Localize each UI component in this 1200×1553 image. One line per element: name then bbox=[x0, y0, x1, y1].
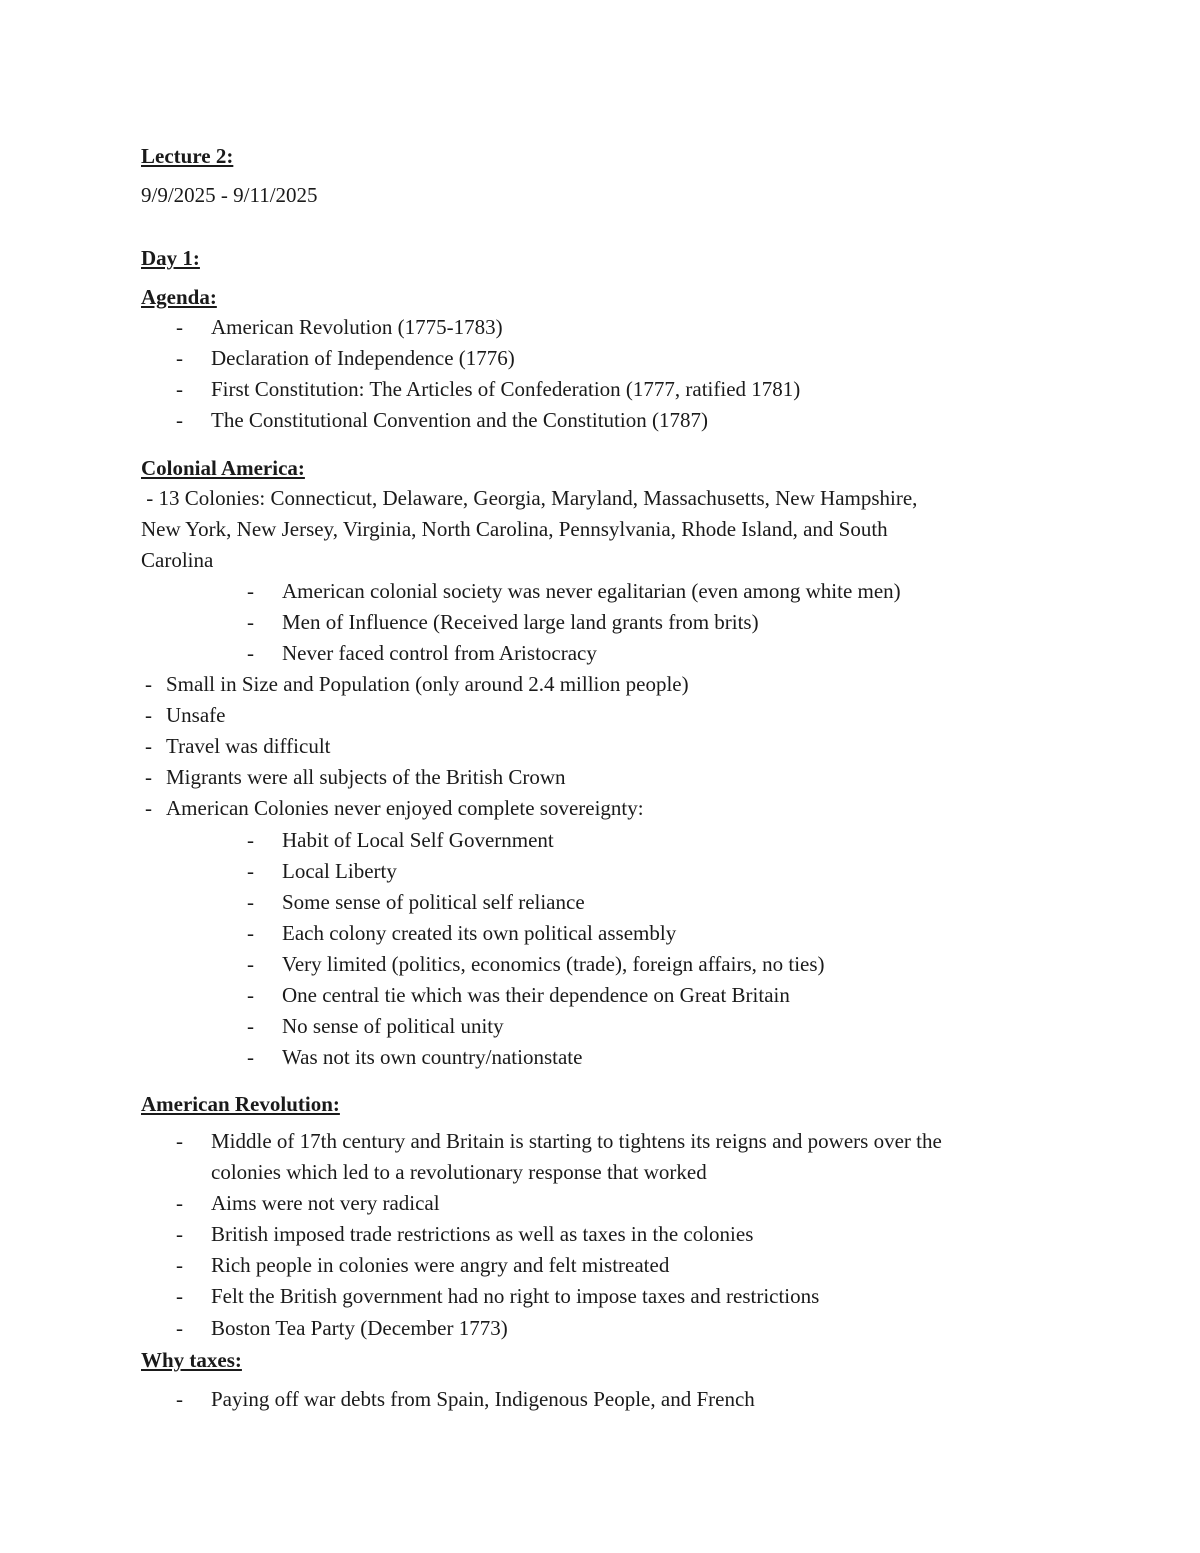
bullet-dash: - bbox=[145, 765, 152, 789]
list-item: Migrants were all subjects of the British Crown bbox=[166, 765, 566, 789]
bullet-dash: - bbox=[176, 1191, 183, 1215]
list-item: Never faced control from Aristocracy bbox=[282, 641, 597, 665]
list-item: Felt the British government had no right to impose taxes and restrictions bbox=[211, 1284, 820, 1308]
why-taxes-heading: Why taxes: bbox=[141, 1348, 242, 1372]
list-item: The Constitutional Convention and the Constitution (1787) bbox=[211, 408, 708, 432]
bullet-dash: - bbox=[247, 921, 254, 945]
list-item: Men of Influence (Received large land grants from brits) bbox=[282, 610, 759, 634]
bullet-dash: - bbox=[145, 796, 152, 820]
bullet-dash: - bbox=[247, 610, 254, 634]
list-item-line: colonies which led to a revolutionary response that worked bbox=[211, 1160, 707, 1184]
list-item: British imposed trade restrictions as well as taxes in the colonies bbox=[211, 1222, 754, 1246]
bullet-dash: - bbox=[247, 1045, 254, 1069]
list-item: Some sense of political self reliance bbox=[282, 890, 585, 914]
bullet-dash: - bbox=[176, 315, 183, 339]
bullet-dash: - bbox=[247, 641, 254, 665]
list-item: Paying off war debts from Spain, Indigenous People, and French bbox=[211, 1387, 755, 1411]
list-item: Local Liberty bbox=[282, 859, 397, 883]
list-item: Aims were not very radical bbox=[211, 1191, 440, 1215]
agenda-heading: Agenda: bbox=[141, 285, 217, 309]
bullet-dash: - bbox=[176, 1129, 183, 1153]
bullet-dash: - bbox=[176, 1316, 183, 1340]
bullet-dash: - bbox=[176, 377, 183, 401]
bullet-dash: - bbox=[145, 703, 152, 727]
list-item: American Revolution (1775-1783) bbox=[211, 315, 503, 339]
list-item: One central tie which was their dependence on Great Britain bbox=[282, 983, 790, 1007]
day-heading: Day 1: bbox=[141, 246, 200, 270]
list-item: American colonial society was never egalitarian (even among white men) bbox=[282, 579, 901, 603]
list-item: Very limited (politics, economics (trade), foreign affairs, no ties) bbox=[282, 952, 825, 976]
bullet-dash: - bbox=[247, 983, 254, 1007]
bullet-dash: - bbox=[247, 579, 254, 603]
bullet-dash: - bbox=[176, 408, 183, 432]
bullet-dash: - bbox=[176, 1253, 183, 1277]
list-item: Habit of Local Self Government bbox=[282, 828, 554, 852]
bullet-dash: - bbox=[145, 672, 152, 696]
list-item: First Constitution: The Articles of Confederation (1777, ratified 1781) bbox=[211, 377, 801, 401]
list-item: Was not its own country/nationstate bbox=[282, 1045, 583, 1069]
bullet-dash: - bbox=[176, 1284, 183, 1308]
colonial-america-heading: Colonial America: bbox=[141, 456, 305, 480]
bullet-dash: - bbox=[176, 1222, 183, 1246]
bullet-dash: - bbox=[176, 1387, 183, 1411]
list-item: Travel was difficult bbox=[166, 734, 331, 758]
list-item: Small in Size and Population (only around 2.4 million people) bbox=[166, 672, 689, 696]
list-item: No sense of political unity bbox=[282, 1014, 504, 1038]
list-item-line: Middle of 17th century and Britain is starting to tightens its reigns and powers over the bbox=[211, 1129, 942, 1153]
list-item: Each colony created its own political assembly bbox=[282, 921, 677, 945]
bullet-dash: - bbox=[145, 734, 152, 758]
list-item: Declaration of Independence (1776) bbox=[211, 346, 515, 370]
list-item: Rich people in colonies were angry and felt mistreated bbox=[211, 1253, 670, 1277]
date-range: 9/9/2025 - 9/11/2025 bbox=[141, 183, 318, 207]
american-revolution-heading: American Revolution: bbox=[141, 1092, 340, 1116]
bullet-dash: - bbox=[247, 1014, 254, 1038]
bullet-dash: - bbox=[247, 890, 254, 914]
bullet-dash: - bbox=[247, 859, 254, 883]
paragraph-line: Carolina bbox=[141, 548, 214, 572]
paragraph-line: New York, New Jersey, Virginia, North Carolina, Pennsylvania, Rhode Island, and South bbox=[141, 517, 888, 541]
list-item: American Colonies never enjoyed complete sovereignty: bbox=[166, 796, 644, 820]
bullet-dash: - bbox=[247, 828, 254, 852]
bullet-dash: - bbox=[247, 952, 254, 976]
list-item: Unsafe bbox=[166, 703, 226, 727]
lecture-title: Lecture 2: bbox=[141, 144, 234, 168]
paragraph-line: - 13 Colonies: Connecticut, Delaware, Georgia, Maryland, Massachusetts, New Hampshire, bbox=[141, 486, 918, 510]
list-item: Boston Tea Party (December 1773) bbox=[211, 1316, 508, 1340]
bullet-dash: - bbox=[176, 346, 183, 370]
